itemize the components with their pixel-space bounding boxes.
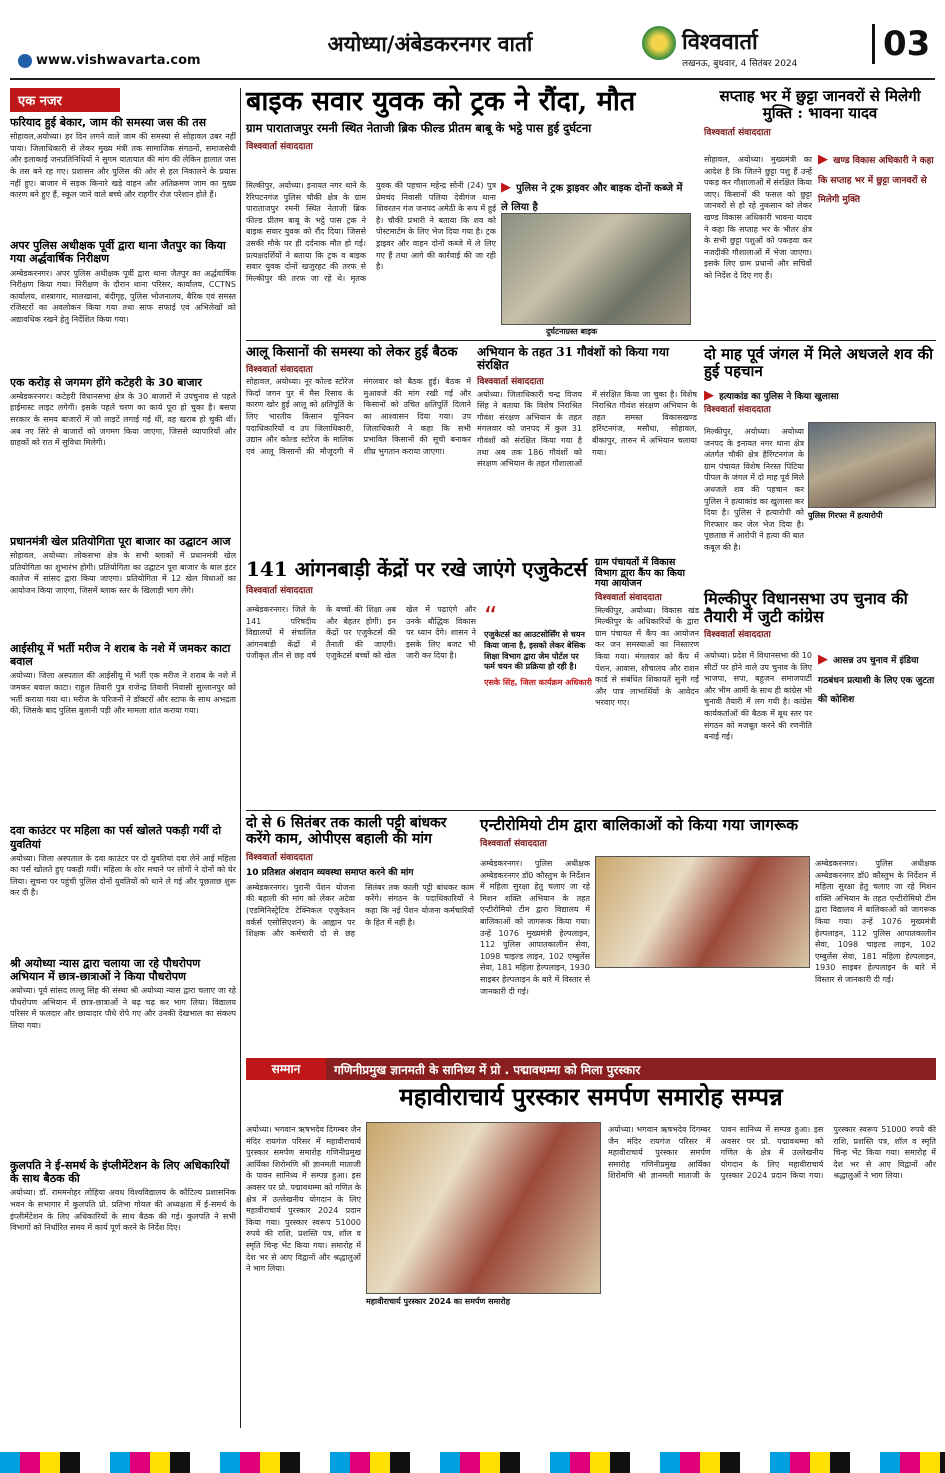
story-body: अम्बेडकरनगर। जिले के 141 परिषदीय विद्यालयों में संचालित आंगनबाड़ी केंद्रों में पंजीकृत तीन से छह वर्ष के बच्चों की शिक्षा अब और बेहतर होगी। इन केंद्रों पर एजुकेटर्स की तैनाती की जाएगी। एजुकेटर्स बच्चों को खेल खेल में पढ़ाएंगे और उनके बौद्धिक विकास पर ध्यान देंगे। शासन ने इसके लिए बजट भी जारी कर दिया है। xyxy=(246,605,476,661)
byline: विश्ववार्ता संवाददाता xyxy=(477,376,544,387)
award-body-left: अयोध्या। भगवान ऋषभदेव दिगम्बर जैन मंदिर रायगंज परिसर में महावीराचार्य पुरस्कार समर्पण समारोह गणिनीप्रमुख आर्यिका शिरोमणि श्री ज्ञानमती माताजी के पावन सानिध्य में सम्पन्न हुआ। इस अवसर पर प्रो. पद्मावथम्मा को गणित के क्षेत्र में उल्लेखनीय योगदान के लिए महावीराचार्य पुरस्कार 2024 प्रदान किया गया। पुरस्कार स्वरूप 51000 रुपये की राशि, प्रशस्ति पत्र, शॉल व स्मृति चिन्ह भेंट किया गया। समारोह में देश भर से आए विद्वानों और श्रद्धालुओं ने भाग लिया। xyxy=(246,1125,361,1274)
section-title: अयोध्या/अंबेडकरनगर वार्ता xyxy=(327,31,533,56)
midhead: 10 प्रतिशत अंशदान व्यवस्था समाप्त करने की मांग xyxy=(246,868,414,879)
section-rule xyxy=(246,810,936,811)
byline: विश्ववार्ता संवाददाता xyxy=(595,592,662,603)
callout xyxy=(818,648,936,707)
brief-headline: फरियाद हुई बेकार, जाम की समस्या जस की तस xyxy=(10,116,207,129)
story-body: अम्बेडकरनगर। पुरानी पेंशन योजना की बहाली की मांग को लेकर अटेवा (एडमिनिस्ट्रेटिव टेक्निकल एजुकेशन वर्कर्स एसोसिएशन) के आह्वान पर शिक्षक और कर्मचारी दो से छह सितंबर तक काली पट्टी बांधकर काम करेंगे। संगठन के पदाधिकारियों ने कहा कि नई पेंशन योजना कर्मचारियों के हित में नहीं है। xyxy=(246,882,474,939)
quote-box xyxy=(484,604,592,688)
corpse-story xyxy=(704,346,936,586)
color-registration-strip xyxy=(0,1452,945,1473)
story-body: अयोध्या। प्रदेश में विधानसभा की 10 सीटों पर होने वाले उप चुनाव के लिए भाजपा, सपा, बहुजन समाजपार्टी और भीम आर्मी के साथ ही कांग्रेस भी चुनावी तैयारी में लग गयी है। कांग्रेस कार्यकर्ताओं की बैठक में बूथ स्तर पर संगठन को मजबूत करने की रणनीति बनाई गई। xyxy=(704,651,812,742)
story-body: मिल्कीपुर, अयोध्या। विकास खंड मिल्कीपुर के अधिकारियों के द्वारा ग्राम पंचायत में कैंप का आयोजन कर जन समस्याओं का निस्तारण किया गया। मंगलवार को कैंप में पेंशन, आवास, शौचालय और राशन कार्ड से संबंधित शिकायतें सुनी गईं और पात्र लाभार्थियों के आवेदन भरवाए गए। xyxy=(595,605,699,708)
news-brief xyxy=(10,535,236,638)
congress-story xyxy=(704,590,936,810)
brief-body: अयोध्या। जिला अस्पताल की आईसीयू में भर्ती एक मरीज ने शराब के नशे में जमकर बवाल काटा। राहुल तिवारी पुत्र राजेन्द्र तिवारी निवासी सुल्तानपुर को भर्ती कराया गया था। मरीज के परिजनों ने डॉक्टरों और स्टाफ के साथ अभद्रता की, जिसके बाद पुलिस बुलानी पड़ी और मामला शांत कराया गया। xyxy=(10,671,236,716)
story-headline: दो से 6 सितंबर तक काली पट्टी बांधकर करेंगे काम, ओपीएस बहाली की मांग xyxy=(246,815,447,847)
byline: विश्ववार्ता संवाददाता xyxy=(704,629,771,640)
students-photo xyxy=(595,856,810,968)
brief-headline: अपर पुलिस अधीक्षक पूर्वी द्वारा थाना जैतपुर का किया गया अर्द्धवार्षिक निरीक्षण xyxy=(10,239,226,266)
brief-headline: आईसीयू में भर्ती मरीज ने शराब के नशे में जमकर काटा बवाल xyxy=(10,641,231,669)
section-rule xyxy=(246,340,936,341)
story-body-left: अम्बेडकरनगर। पुलिस अधीक्षक अम्बेडकरनगर डॉ0 कौस्तुभ के निर्देशन में महिला सुरक्षा हेतु चलाए जा रहे मिशन शक्ति अभियान के तहत एन्टीरोमियो टीम द्वारा विद्यालय में बालिकाओं को जागरूक किया गया। उन्हें 1076 मुख्यमंत्री हेल्पलाइन, 112 पुलिस आपातकालीन सेवा, 1098 चाइल्ड लाइन, 102 एम्बुलेंस सेवा, 181 महिला हेल्पलाइन, 1930 साइबर हेल्पलाइन के बारे में विस्तार से जानकारी दी गई। xyxy=(480,859,590,996)
lead-body: मिल्कीपुर, अयोध्या। इनायत नगर थाने के रैरिपटनगंज पुलिस चौकी क्षेत्र के ग्राम पाराताजपुर रमनी स्थित नेताजी ब्रिक फील्ड प्रीतम बाबू के भट्ठे पास ट्रक ने बाइक सवार युवक को रौंद दिया। जिससे उसकी मौके पर ही दर्दनाक मौत हो गई। प्रत्यक्षदर्शियों ने बताया कि ट्रक व बाइक सवार युवक दोनों खजुरहट की तरफ से मिल्कीपुर की तरफ जा रहे थे। मृतक युवक की पहचान महेन्द्र सोनी (24) पुत्र प्रेमचंद निवासी पलिया देवीगंज थाना शिवरतन गंज जनपद अमेठी के रूप में हुई है। चौकी प्रभारी ने बताया कि शव को पोस्टमार्टम के लिए भेज दिया गया है। ट्रक ड्राइवर और वाहन दोनों कब्जे में ले लिए गए हैं तथा आगे की कार्रवाई की जा रही है। xyxy=(246,181,496,283)
news-brief xyxy=(10,116,236,235)
brief-headline: दवा काउंटर पर महिला का पर्स खोलते पकड़ी गयीं दो युवतियां xyxy=(10,824,222,851)
page-number: 03 xyxy=(872,24,930,64)
triangle-icon: ▶ xyxy=(818,152,828,167)
anganwadi-story xyxy=(246,558,591,788)
website-link[interactable]: www.vishwavarta.com xyxy=(36,53,201,68)
news-brief xyxy=(10,824,236,952)
award-label: सम्मान xyxy=(246,1058,326,1080)
callout-text: हत्याकांड का पुलिस ने किया खुलासा xyxy=(719,391,839,402)
triangle-icon: ▶ xyxy=(704,387,714,403)
news-brief xyxy=(10,239,236,371)
story-headline: दो माह पूर्व जंगल में मिले अधजले शव की हुई पहचान xyxy=(704,345,933,380)
triangle-icon: ▶ xyxy=(501,180,511,195)
brief-body: अम्बेडकरनगर। कटेहरी विधानसभा क्षेत्र के 30 बाजारों में उपचुनाव से पहले हाईमास्ट लाइट लगेगी। इसके पहले चरण का कार्य पूरा हो चुका है। बसपा सरकार के समय बाजारों में जो लाइटें लगाई गई थीं, वह खराब हो चुकी थीं। अब नए सिरे से बाजारों को जगमग किया जाएगा, जिससे व्यापारियों और ग्राहकों को रात में सुविधा मिलेगी। xyxy=(10,391,236,448)
brief-headline: प्रधानमंत्री खेल प्रतियोगिता पूरा बाजार का उद्घाटन आज xyxy=(10,534,231,548)
award-headline: महावीराचार्य पुरस्कार समर्पण समारोह सम्पन्न xyxy=(399,1082,783,1111)
quote-author: एसके सिंह, जिला कार्यक्रम अधिकारी xyxy=(484,678,592,688)
news-brief xyxy=(10,1159,236,1357)
award-kicker: गणिनीप्रमुख ज्ञानमती के सानिध्य में प्रो . पद्मावथम्मा को मिला पुरस्कार xyxy=(334,1063,641,1077)
story-headline: 141 आंगनबाड़ी केंद्रों पर रखे जाएंगे एजुकेटर्स xyxy=(246,557,588,581)
brief-headline: श्री अयोध्या न्यास द्वारा चलाया जा रहे पौधरोपण अभियान में छात्र-छात्राओं ने किया पौधरोपण xyxy=(10,956,201,983)
callout xyxy=(818,148,936,207)
triangle-icon: ▶ xyxy=(818,652,828,667)
callout xyxy=(704,384,936,404)
story-headline: एन्टीरोमियो टीम द्वारा बालिकाओं को किया गया जागरूक xyxy=(480,815,798,834)
callout xyxy=(501,176,686,214)
byline: विश्ववार्ता संवाददाता xyxy=(246,586,313,597)
brief-headline: कुलपति ने ई-समर्थ के इंप्लीमेंटेशन के लिए अधिकारियों के साथ बैठक की xyxy=(10,1159,230,1186)
story-body: सोहावल, अयोध्या। नूर कोल्ड स्टोरेज फिर्दा जगन पुर में मैस रिसाव के कारण खोर हुई आलू को क्षतिपूर्ति के लिए भारतीय किसान यूनियन पदाधिकारियों व उप जिलाधिकारी, उद्यान और कोल्ड स्टोरेज के मालिक एवं आलू किसानों की मौजूदगी में मंगलवार को बैठक हुई। बैठक में मुआवजे की मांग रखी गई और किसानों को उचित क्षतिपूर्ति दिलाने का आश्वासन दिया गया। उप जिलाधिकारी ने कहा कि सभी प्रभावित किसानों की सूची बनाकर शीघ्र भुगतान कराया जाएगा। xyxy=(246,377,471,456)
quote-text: एजुकेटर्स का आउटसोर्सिंग से चयन किया जाना है, इसको लेकर बेसिक शिक्षा विभाग द्वारा जेम पोर्टल पर फर्म चयन की प्रक्रिया हो रही है। xyxy=(484,630,586,672)
lead-story xyxy=(246,88,696,338)
brief-body: अम्बेडकरनगर। अपर पुलिस अधीक्षक पूर्वी द्वारा थाना जैतपुर का अर्द्धवार्षिक निरीक्षण किया गया। निरीक्षण के दौरान थाना परिसर, कार्यालय, CCTNS कार्यालय, शस्त्रागार, मालखाना, बंदीगृह, पुलिस भोजनालय, बैरिक एवं समस्त रजिस्टरों का अवलोकन किया गया तथा साफ सफाई एवं अभिलेखों को अद्यावधिक रखने हेतु निर्देशित किया गया। xyxy=(10,268,236,324)
brief-body: अयोध्या। डॉ. राममनोहर लोहिया अवध विश्वविद्यालय के कौटिल्य प्रशासनिक भवन के सभागार में कुलपति प्रो. प्रतिभा गोयल की अध्यक्षता में ई-समर्थ के इंप्लीमेंटेशन के लिए अधिकारियों के साथ बैठक की गई। कुलपति ने सभी विभागों को निर्धारित समय में कार्य पूर्ण करने के निर्देश दिए। xyxy=(10,1188,236,1233)
brand-logo-icon xyxy=(642,26,676,60)
brief-body: अयोध्या। जिला अस्पताल के दवा काउंटर पर दो युवतियां दवा लेने आई महिला का पर्स खोलते हुए पकड़ी गयीं। महिला के शोर मचाने पर लोगों ने दोनों को घेर लिया। सूचना पर पहुंची पुलिस दोनों युवतियों को थाने ले गई और पूछताछ शुरू कर दी है। xyxy=(10,853,236,898)
brief-body: अयोध्या। पूर्व सांसद लल्लू सिंह की संस्था श्री अयोध्या न्यास द्वारा चलाए जा रहे पौधरोपण अभियान में छात्र-छात्राओं ने बढ़ चढ़ कर भाग लिया। विद्यालय परिसर में फलदार और छायादार पौधे रोपे गए और उनकी देखभाल का संकल्प लिया गया। xyxy=(10,986,236,1030)
brief-headline: एक करोड़ से जगमग होंगे कटेहरी के 30 बाजार xyxy=(10,375,202,389)
gram-story xyxy=(595,558,699,788)
lead-subhead: ग्राम पाराताजपुर रमनी स्थित नेताजी ब्रिक फील्ड प्रीतम बाबू के भट्ठे पास हुई दुर्घटना xyxy=(246,121,592,136)
photo-caption: दुर्घटनाग्रस्त बाइक xyxy=(546,327,598,336)
page-header xyxy=(0,0,945,80)
award-band xyxy=(246,1058,936,1080)
callout-text: आसन्न उप चुनाव में इंडिया गठबंधन प्रत्याशी के लिए एक जुटता की कोशिश xyxy=(818,656,935,706)
story-body-left: सोहावल, अयोध्या। मुख्यमंत्री का आदेश है कि जितने छुट्टा पशु हैं उन्हें पकड़ कर गौशालाओं में संरक्षित किया जाए। किसानों की फसल को छुट्टा जानवरों से हो रहे नुकसान को लेकर खण्ड विकास अधिकारी भावना यादव ने कहा कि सप्ताह भर के भीतर क्षेत्र के सभी छुट्टा पशुओं को पकड़वा कर नजदीकी गौशालाओं में भेजा जाएगा। इसके लिए ग्राम प्रधानों और सचिवों को निर्देश दे दिए गए हैं। xyxy=(704,155,812,280)
gaushala-story xyxy=(477,346,697,556)
ek-nazar-column xyxy=(10,88,236,1428)
byline: विश्ववार्ता संवाददाता xyxy=(704,127,771,138)
brief-body: सोहावल,अयोध्या। हर दिन लगने वाले जाम की समस्या से सोहावल उबर नहीं पाया। जिलाधिकारी से लेकर मुख्य मंत्री तक सामाजिक संगठनों, समाजसेवी और इलाकाई जनप्रतिनिधियों ने सुगम यातायात की मांग की लेकिन हालात जस के तस बने रह गए। प्रशासन और पुलिस की ओर से हल निकालने के प्रयास नहीं हुए। बाजार में सड़क किनारे खड़े वाहन और अतिक्रमण जाम का मुख्य कारण बने हुए हैं, स्कूल जाने वाले बच्चे और राहगीर रोज परेशान होते हैं। xyxy=(10,132,236,200)
award-photo xyxy=(366,1122,601,1294)
story-headline: सप्ताह भर में छुट्टा जानवरों से मिलेगी मुक्ति : भावना यादव xyxy=(719,87,921,122)
photo-caption: महावीराचार्य पुरस्कार 2024 का समर्पण समारोह xyxy=(366,1297,510,1306)
web-icon xyxy=(18,54,32,68)
byline: विश्ववार्ता संवाददाता xyxy=(246,142,313,153)
award-story xyxy=(246,1084,936,1464)
story-headline: आलू किसानों की समस्या को लेकर हुई बैठक xyxy=(246,345,458,360)
lead-headline: बाइक सवार युवक को ट्रक ने रौंदा, मौत xyxy=(246,86,636,117)
news-brief xyxy=(10,957,236,1155)
award-body-right: अयोध्या। भगवान ऋषभदेव दिगम्बर जैन मंदिर रायगंज परिसर में महावीराचार्य पुरस्कार समर्पण समारोह गणिनीप्रमुख आर्यिका शिरोमणि श्री ज्ञानमती माताजी के पावन सानिध्य में सम्पन्न हुआ। इस अवसर पर प्रो. पद्मावथम्मा को गणित के क्षेत्र में उल्लेखनीय योगदान के लिए महावीराचार्य पुरस्कार 2024 प्रदान किया गया। पुरस्कार स्वरूप 51000 रुपये की राशि, प्रशस्ति पत्र, शॉल व स्मृति चिन्ह भेंट किया गया। समारोह में देश भर से आए विद्वानों और श्रद्धालुओं ने भाग लिया। xyxy=(608,1125,936,1181)
brand-name: विश्ववार्ता xyxy=(682,29,758,55)
story-body: अयोध्या। जिलाधिकारी चन्द्र विजय सिंह ने बताया कि विशेष निराश्रित गौवंश संरक्षण अभियान के तहत मंगलवार को जनपद में कुल 31 गौवंशों को संरक्षित किया गया है तथा अब तक 186 गौवंशों को संरक्षण अभियान के तहत गौशालाओं में संरक्षित किया जा चुका है। विशेष निराश्रित गौवंश संरक्षण अभियान के तहत समस्त विकासखण्ड हरिंग्टनगंज, मसौधा, सोहावल, बीकापुर, तारुन में अभियान चलाया गया। xyxy=(477,389,697,469)
story-body: मिल्कीपुर, अयोध्या। अयोध्या जनपद के इनायत नगर थाना क्षेत्र अंतर्गत चौकी क्षेत्र हैरिंग्टनगंज के ग्राम पंचायत विशेष निरस्त पिटिया पीपल के जंगल में दो माह पूर्व मिले अधजले शव की पहचान कर पुलिस ने हत्याकांड का खुलासा कर दिया है। पुलिस ने हत्यारोपी को गिरफ्तार कर जेल भेज दिया है। पूछताछ में आरोपी ने हत्या की बात कबूल की है। xyxy=(704,427,804,552)
callout-text: खण्ड विकास अधिकारी ने कहा कि सप्ताह भर में छुट्टा जानवरों से मिलेगी मुक्ति xyxy=(818,156,934,206)
header-rule xyxy=(10,78,935,80)
byline: विश्ववार्ता संवाददाता xyxy=(480,839,547,850)
police-photo xyxy=(808,422,936,508)
callout-text: पुलिस ने ट्रक ड्राइवर और बाइक दोनों कब्जे में ले लिया है xyxy=(501,183,683,213)
byline: विश्ववार्ता संवाददाता xyxy=(246,853,313,864)
news-brief xyxy=(10,376,236,531)
story-headline: अभियान के तहत 31 गौवंशों को किया गया संरक्षित xyxy=(477,345,669,373)
brief-body: सोहावल, अयोध्या। लोकसभा क्षेत्र के सभी ब्लाकों में प्रधानमंत्री खेल प्रतियोगिता का शुभारंभ होगी। प्रतियोगिता का उद्घाटन पूरा बाजार के बाल इंटर कालेज में सांसद द्वारा किया जाएगा। प्रतियोगिता में 12 खेल विधाओं का आयोजन किया जाएगा, जिसमें ब्लाक स्तर के खिलाड़ी भाग लेंगे। xyxy=(10,550,236,595)
byline: विश्ववार्ता संवाददाता xyxy=(704,405,771,416)
dateline: लखनऊ, बुधवार, 4 सितंबर 2024 xyxy=(682,59,798,69)
photo-caption: पुलिस गिरफ्त में हत्यारोपी xyxy=(808,511,883,520)
story-body-right: अम्बेडकरनगर। पुलिस अधीक्षक अम्बेडकरनगर डॉ0 कौस्तुभ के निर्देशन में महिला सुरक्षा हेतु चलाए जा रहे मिशन शक्ति अभियान के तहत एन्टीरोमियो टीम द्वारा विद्यालय में बालिकाओं को जागरूक किया गया। उन्हें 1076 मुख्यमंत्री हेल्पलाइन, 112 पुलिस आपातकालीन सेवा, 1098 चाइल्ड लाइन, 102 एम्बुलेंस सेवा, 181 महिला हेल्पलाइन, 1930 साइबर हेल्पलाइन के बारे में विस्तार से जानकारी दी गई। xyxy=(815,859,936,984)
potato-story xyxy=(246,346,471,556)
byline: विश्ववार्ता संवाददाता xyxy=(246,364,313,375)
column-divider xyxy=(240,88,241,1428)
stray-animals-story xyxy=(704,88,936,338)
accident-photo xyxy=(501,213,691,325)
news-brief xyxy=(10,642,236,820)
story-headline: ग्राम पंचायतों में विकास विभाग द्वारा कैंप का किया गया आयोजन xyxy=(595,557,685,590)
story-headline: मिल्कीपुर विधानसभा उप चुनाव की तैयारी में जुटी कांग्रेस xyxy=(704,589,908,626)
quote-icon: “ xyxy=(484,602,498,632)
ek-nazar-label: एक नजर xyxy=(10,88,120,112)
